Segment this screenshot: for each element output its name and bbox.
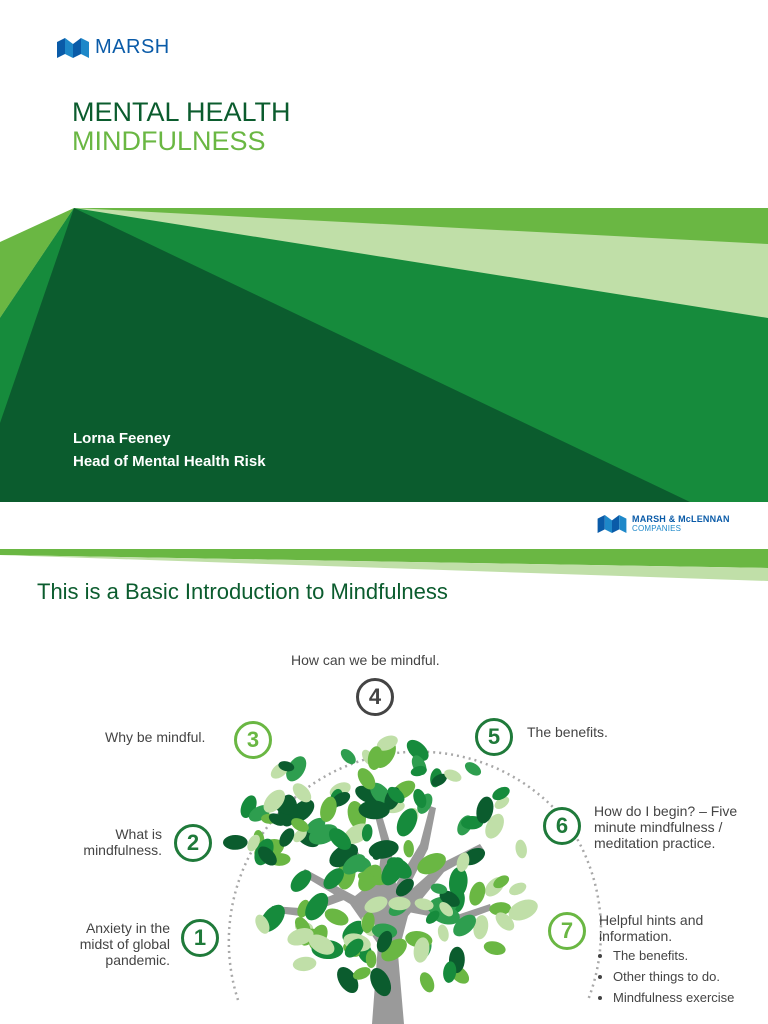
bullet-item: • Mindfulness exercise <box>613 990 763 1005</box>
leaf <box>388 897 410 910</box>
marsh-logo <box>57 36 170 59</box>
logo-text: MARSH <box>95 36 170 58</box>
leaf <box>287 866 316 895</box>
leaf <box>417 970 437 995</box>
mmc-logo-icon <box>597 515 627 533</box>
item-7-label: Helpful hints and information. <box>599 912 704 944</box>
slide-title-line1: MENTAL HEALTH <box>72 97 291 127</box>
item-3-label: Why be mindful. <box>105 729 206 745</box>
item-2-label: What is mindfulness. <box>83 826 162 858</box>
item-5-number: 5 <box>475 718 513 756</box>
item-5-label: The benefits. <box>527 724 608 740</box>
presenter-name: Lorna Feeney <box>73 430 171 447</box>
item-7-bullets <box>599 948 763 1011</box>
item-2-number: 2 <box>174 824 212 862</box>
item-6-number: 6 <box>543 807 581 845</box>
leaf <box>436 923 450 942</box>
slide2-title: This is a Basic Introduction to Mindfulness <box>37 579 448 604</box>
item-7-number: 7 <box>548 912 586 950</box>
mmc-logo <box>597 515 730 533</box>
item-1-number: 1 <box>181 919 219 957</box>
marsh-logo-icon <box>57 38 89 58</box>
leaf <box>223 835 248 850</box>
leaf <box>482 939 507 957</box>
mmc-logo-line1: MARSH & McLENNAN <box>632 514 730 524</box>
bullet-item: • Other things to do. <box>613 969 763 984</box>
leaf <box>322 905 351 929</box>
item-6-label: How do I begin? – Five minute mindfulness / meditation practice. <box>594 803 738 851</box>
leaf <box>466 880 488 908</box>
slide-title-line2: MINDFULNESS <box>72 126 266 156</box>
item-3-number: 3 <box>234 721 272 759</box>
leaf <box>333 963 363 997</box>
leaf <box>514 839 528 859</box>
leaf <box>507 880 528 898</box>
mmc-logo-line2: COMPANIES <box>632 524 682 533</box>
item-4-number: 4 <box>356 678 394 716</box>
item-1-label: Anxiety in the midst of global pandemic. <box>79 920 170 968</box>
intro-slide <box>0 544 768 1024</box>
item-4-label: How can we be mindful. <box>291 652 440 668</box>
bullet-item: • The benefits. <box>613 948 763 963</box>
presenter-block <box>73 427 266 473</box>
leaf <box>403 840 415 858</box>
leaf <box>338 746 359 767</box>
leaf <box>442 767 463 784</box>
presenter-role: Head of Mental Health Risk <box>73 453 266 470</box>
leaf <box>292 956 317 973</box>
